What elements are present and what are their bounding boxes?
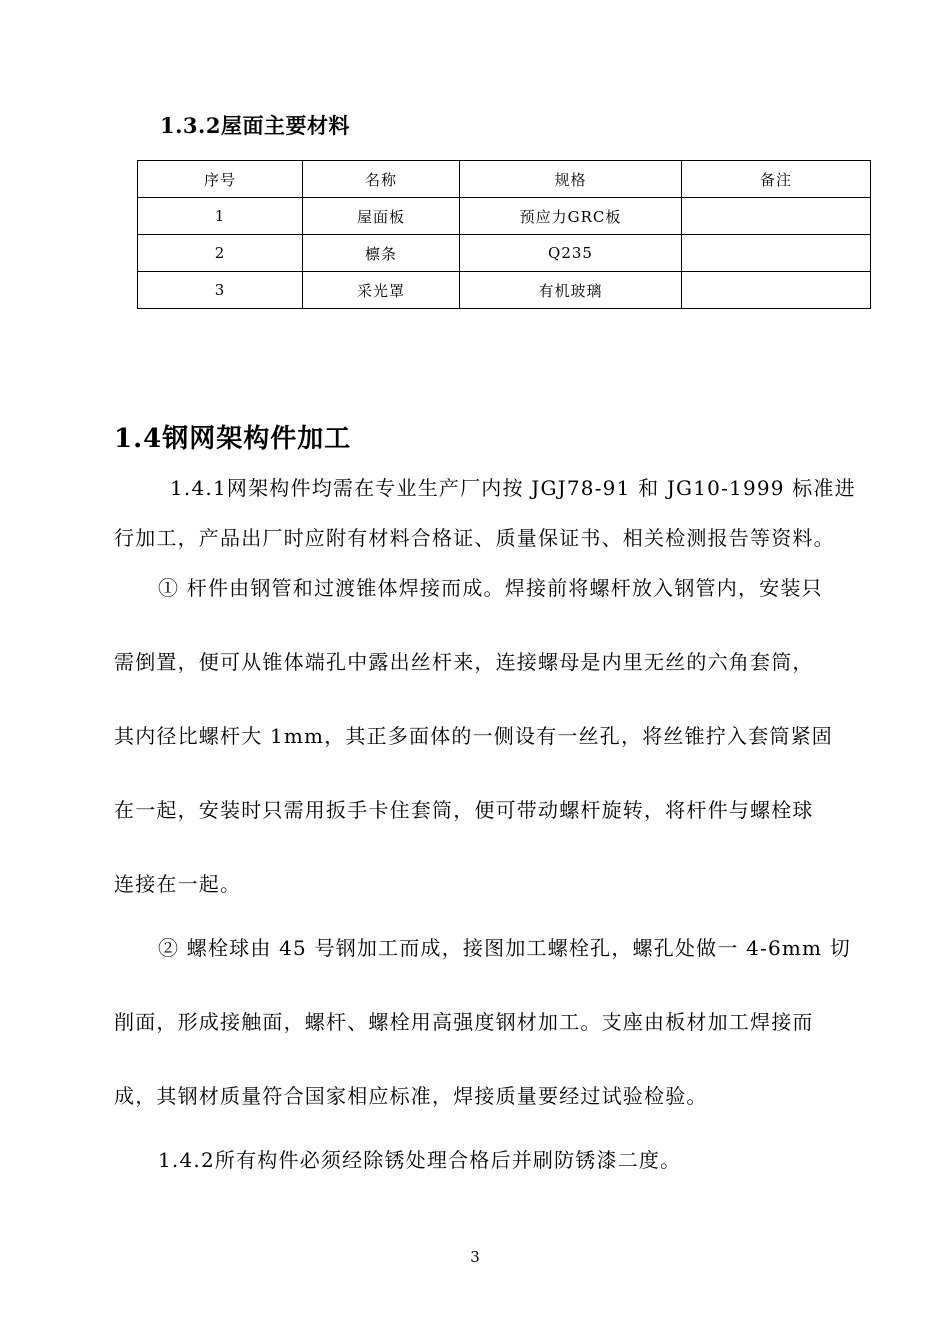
header-cell-remarks: 备注 [682,161,871,198]
header-cell-spec: 规格 [460,161,682,198]
table-cell: 檩条 [303,235,460,272]
table-cell: 3 [138,272,303,309]
page-number: 3 [470,1248,480,1266]
table-cell [682,235,871,272]
paragraph-line: 削面，形成接触面，螺杆、螺栓用高强度钢材加工。支座由板材加工焊接而 [114,1010,814,1034]
header-cell-index: 序号 [138,161,303,198]
table-cell: 有机玻璃 [460,272,682,309]
paragraph-line: 其内径比螺杆大 1mm，其正多面体的一侧设有一丝孔，将丝锥拧入套筒紧固 [114,724,834,748]
paragraph-line: 需倒置，便可从锥体端孔中露出丝杆来，连接螺母是内里无丝的六角套筒， [114,650,814,674]
table-cell: 屋面板 [303,198,460,235]
section-heading: 1.4钢网架构件加工 [114,424,352,454]
paragraph-line: 1.4.1网架构件均需在专业生产厂内按 JGJ78-91 和 JG10-1999 标准进 [170,476,856,500]
table-header-row [138,161,871,198]
header-cell-name: 名称 [303,161,460,198]
paragraph-line: ① 杆件由钢管和过渡锥体焊接而成。焊接前将螺杆放入钢管内，安装只 [158,576,823,600]
table-cell: 2 [138,235,303,272]
table-row [138,235,871,272]
table-row [138,272,871,309]
table-cell: 预应力GRC板 [460,198,682,235]
table-cell: 采光罩 [303,272,460,309]
paragraph-line: 1.4.2所有构件必须经除锈处理合格后并刷防锈漆二度。 [158,1148,682,1172]
materials-table [137,160,871,309]
paragraph-line: ② 螺栓球由 45 号钢加工而成，接图加工螺栓孔，螺孔处做一 4-6mm 切 [158,936,851,960]
paragraph-line: 在一起，安装时只需用扳手卡住套筒，便可带动螺杆旋转，将杆件与螺栓球 [114,798,814,822]
table-row [138,198,871,235]
table-cell: 1 [138,198,303,235]
paragraph-line: 成，其钢材质量符合国家相应标准，焊接质量要经过试验检验。 [114,1084,708,1108]
table-cell: Q235 [460,235,682,272]
paragraph-line: 连接在一起。 [114,872,242,896]
subsection-heading: 1.3.2屋面主要材料 [160,113,350,138]
table-cell [682,272,871,309]
table-cell [682,198,871,235]
paragraph-line: 行加工，产品出厂时应附有材料合格证、质量保证书、相关检测报告等资料。 [114,526,835,550]
